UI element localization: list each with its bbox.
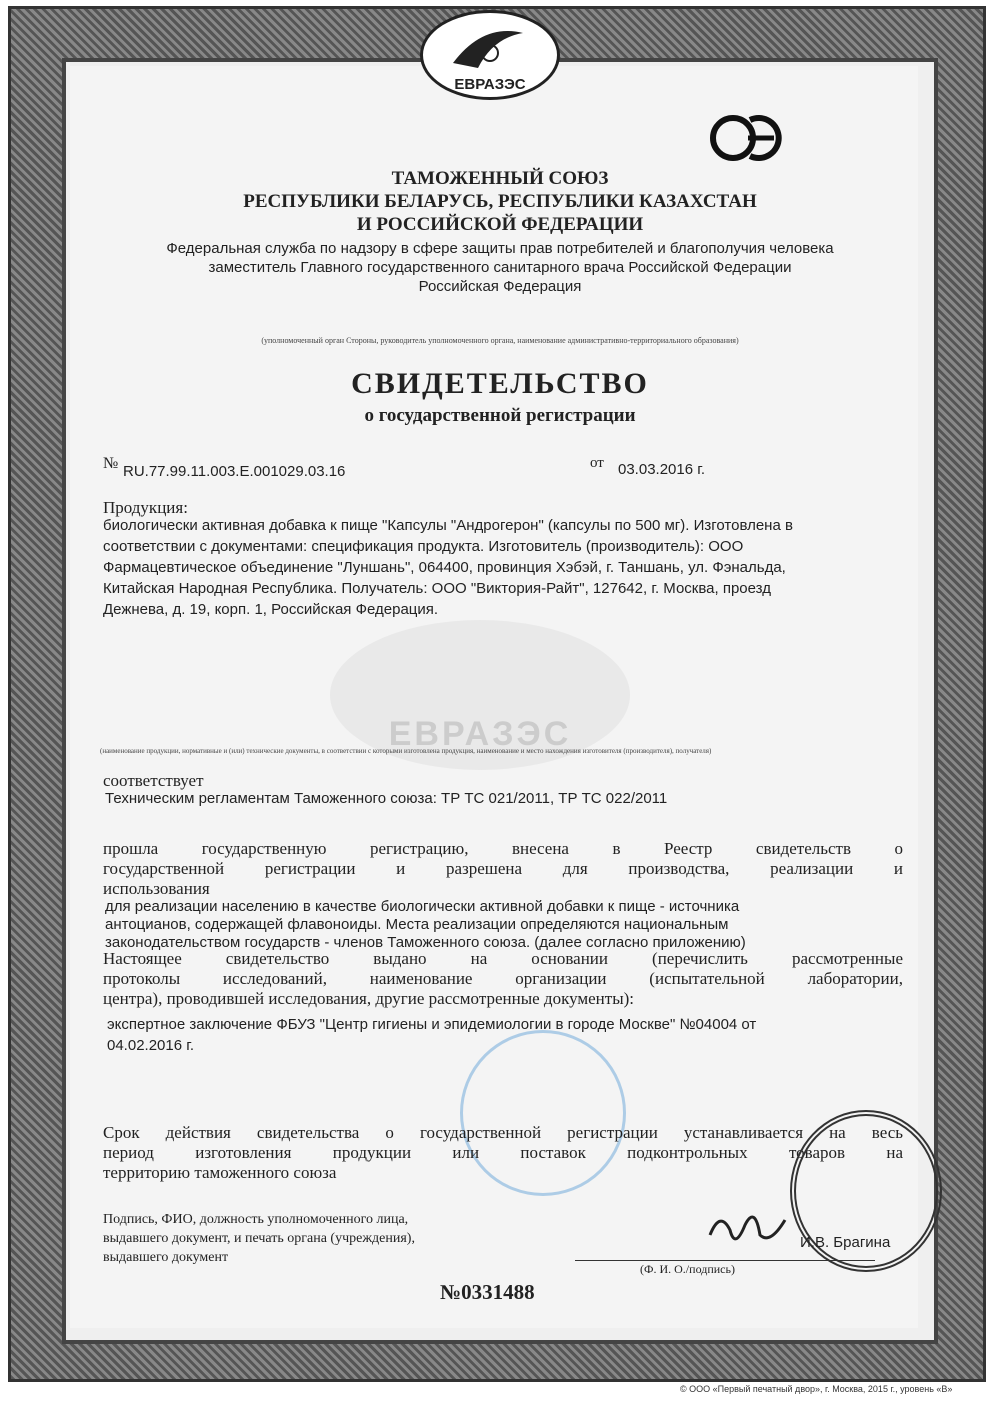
product-line: биологически активная добавка к пище "Капсулы "Андрогерон" (капсулы по 500 мг). Изготовлена в <box>103 517 793 534</box>
usage-line: законодательством государств - членов Таможенного союза. (далее согласно приложению) <box>105 934 746 951</box>
registration-line: прошла государственную регистрацию, внесена в Реестр свидетельств о <box>103 839 903 858</box>
header-line-1: ТАМОЖЕННЫЙ СОЮЗ <box>391 168 609 189</box>
authority-line-2: заместитель Главного государственного санитарного врача Российской Федерации <box>208 259 792 276</box>
validity-line: период изготовления продукции или поставок подконтрольных товаров на <box>103 1143 903 1162</box>
basis-line: протоколы исследований, наименование организации (испытательной лаборатории, <box>103 969 903 988</box>
conformity-value: Техническим регламентам Таможенного союза: ТР ТС 021/2011, ТР ТС 022/2011 <box>105 790 668 807</box>
date-label: от <box>590 455 604 471</box>
header-line-2: РЕСПУБЛИКИ БЕЛАРУСЬ, РЕСПУБЛИКИ КАЗАХСТАН <box>243 191 757 212</box>
conformity-mark-icon <box>708 108 788 168</box>
usage-text <box>105 898 905 952</box>
product-line: Китайская Народная Республика. Получатель: ООО "Виктория-Райт", 127642, г. Москва, проезд <box>103 580 771 597</box>
registration-date: 03.03.2016 г. <box>618 461 706 478</box>
basis-line: центра), проводившей исследования, другие рассмотренные документы): <box>103 989 635 1008</box>
product-line: соответствии с документами: спецификация продукта. Изготовитель (производитель): ООО <box>103 538 744 555</box>
basis-value-line: 04.02.2016 г. <box>107 1037 195 1054</box>
form-number: №0331488 <box>440 1280 535 1304</box>
usage-line: для реализации населению в качестве биологически активной добавки к пище - источника <box>105 898 740 915</box>
authority-line-3: Российская Федерация <box>418 278 582 295</box>
document-title: СВИДЕТЕЛЬСТВО <box>351 367 649 400</box>
signature-caption: (Ф. И. О./подпись) <box>640 1262 735 1276</box>
product-line: Дежнева, д. 19, корп. 1, Российская Федерация. <box>103 601 439 618</box>
basis-line: Настоящее свидетельство выдано на основании (перечислить рассмотренные <box>103 949 903 968</box>
basis-value-line: экспертное заключение ФБУЗ "Центр гигиены и эпидемиологии в городе Москве" №04004 от <box>107 1016 757 1033</box>
document-subtitle: о государственной регистрации <box>364 405 636 426</box>
blue-stamp <box>460 1030 626 1196</box>
authority-line-1: Федеральная служба по надзору в сфере защиты прав потребителей и благополучия человека <box>166 240 834 257</box>
validity-line: Срок действия свидетельства о государственной регистрации устанавливается на весь <box>103 1123 903 1142</box>
signatory-name: И.В. Брагина <box>800 1234 891 1251</box>
product-label: Продукция: <box>103 498 188 517</box>
registration-line: государственной регистрации и разрешена для производства, реализации и <box>103 859 903 878</box>
signature-label-line: выдавшего документ <box>103 1250 229 1265</box>
signature-label-line: Подпись, ФИО, должность уполномоченного лица, <box>103 1212 409 1227</box>
signature-line <box>575 1260 875 1261</box>
watermark-text: ЕВРАЗЭС <box>388 715 572 753</box>
signature-label-line: выдавшего документ, и печать органа (учреждения), <box>103 1231 415 1246</box>
signature-scribble-icon <box>700 1205 790 1255</box>
conformity-label: соответствует <box>103 771 204 790</box>
signature-label <box>103 1210 563 1267</box>
product-line: Фармацевтическое объединение "Луншань", 064400, провинция Хэбэй, г. Таншань, ул. Фэнальда, <box>103 559 786 576</box>
usage-line: антоцианов, содержащей флавоноиды. Места реализации определяются национальным <box>105 916 729 933</box>
product-caption: (наименование продукции, нормативные и (или) технические документы, в соответствии с которыми изготовлена продукция, наименование и место нахождения изготовителя (производителя), получателя) <box>100 747 712 755</box>
printer-imprint: © ООО «Первый печатный двор», г. Москва, 2015 г., уровень «В» <box>680 1384 953 1394</box>
number-label: № <box>103 455 119 472</box>
validity-line: территорию таможенного союза <box>103 1163 337 1182</box>
registration-number: RU.77.99.11.003.E.001029.03.16 <box>123 463 346 480</box>
header-line-3: И РОССИЙСКОЙ ФЕДЕРАЦИИ <box>356 214 644 235</box>
authority-caption: (уполномоченный орган Стороны, руководитель уполномоченного органа, наименование административно-территориального образования) <box>261 336 739 345</box>
logo-text: ЕВРАЗЭС <box>454 76 526 93</box>
product-description <box>103 515 903 620</box>
registration-line: использования <box>103 879 210 898</box>
